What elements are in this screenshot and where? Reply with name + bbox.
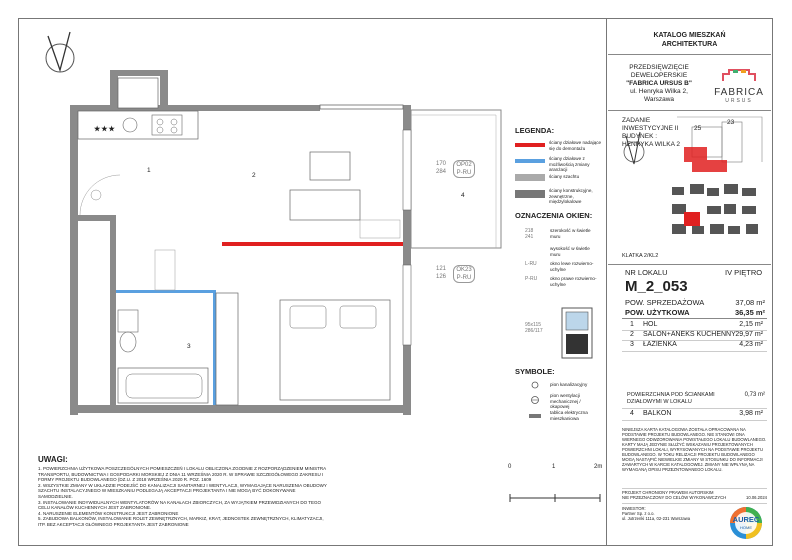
windows-legend: 218 241 szerokość w świetle muru wysokość w świetle muru L-RU okno lewe rozwierno-uchylne P-RU okno prawe rozwierno-uchylne xyxy=(525,228,597,287)
scale-0: 0 xyxy=(508,464,512,470)
klatka-label: KLATKA 2/KL2 xyxy=(622,253,659,259)
investment-info: PRZEDSIĘWZIĘCIE DEWELOPERSKIE "FABRICA URSUS B" ul. Henryka Wilka 2, Warszawa xyxy=(626,64,692,103)
room-row: 3 ŁAZIENKA 4,23 m² xyxy=(630,341,763,348)
copyright: PROJEKT CHRONIONY PRAWEM AUTORSKIM NIE PRZEZNACZONY DO CELÓW WYKONAWCZYCH 10.06.2024 xyxy=(622,490,767,500)
room-number-1: 1 xyxy=(147,167,151,174)
window-1-tag: OP02 P-RU xyxy=(453,160,475,178)
scale-1: 1 xyxy=(552,464,556,470)
note-item: 5. ZABUDOWA BALKONÓW, INSTALOWANIE ROLET ZEWNĘTRZNYCH, MARKIZ, KRAT, JEDNOSTEK ZEWNĘTRZNYCH, KLIMATYZACJI, ITP. BEZ AKCEPTACJI GŁÓWNEGO PROJEKTANTA JEST ZABRONIONE xyxy=(38,516,324,527)
fabrica-logo: FABRICA URSUS xyxy=(714,68,764,104)
aurec-logo: AUREC HOME xyxy=(727,506,765,540)
room-number-2: 2 xyxy=(252,172,256,179)
catalog-title: KATALOG MIESZKAŃ ARCHITEKTURA xyxy=(653,32,726,48)
usable-area-label: POW. UŻYTKOWA xyxy=(625,308,690,317)
under-walls-value: 0,73 m² xyxy=(744,392,765,398)
scale-2: 2m xyxy=(594,464,603,470)
legend-list xyxy=(515,140,603,206)
demountable-wall xyxy=(222,242,403,246)
sales-area-value: 37,08 m² xyxy=(735,298,765,307)
note-item: 4. NARUSZENIE ELEMENTÓW KONSTRUKCJI JEST ZABRONIONE xyxy=(38,510,179,516)
floor-plan xyxy=(70,70,510,415)
electric-panel-icon xyxy=(528,412,542,420)
unit-floor: IV PIĘTRO xyxy=(725,268,763,277)
notes-list xyxy=(38,466,328,528)
disclaimer: NINIEJSZA KARTA KATALOGOWA ZOSTAŁA OPRACOWANA NA PODSTAWIE PROJEKTU BUDOWLANEGO. NIE STANOWI ONA WIERNEGO ODWZOROWANIA POWSTAŁEGO LOKALU BUDOWLANEGO. KARTY MAJĄ JEDYNIE SŁUŻYĆ WSKAZANIU PROJEKTOWANYCH POWIERZCHNI LOKALI, WYRYSOWANYCH NA PODSTAWIE PROJEKTU BUDOWLANEGO. W TOKU RELIZACJI PROJEKTU BUDOWLANEGO MOGĄ NASTĄPIĆ NIEWIELKIE ZMIANY W STOSUNKU DO INFORMACJI ZAWARTYCH W KARCIE KATALOGOWEJ. ZMIANY NIE WPŁYNĄ NA WYMAGANĄ OPISU PRZEZNTOWANEGO LOKALU. xyxy=(622,427,767,472)
room-row: 1 HOL 2,15 m² xyxy=(630,321,763,328)
rearrangeable-wall-top xyxy=(116,290,216,293)
legend-item: ściany konstrukcyjne, zewnętrzne, międzylokalowe xyxy=(515,188,603,206)
legend-item: ściany szachtu xyxy=(515,172,603,188)
notes-title: UWAGI: xyxy=(38,455,68,464)
legend-item: ściany działowe z możliwością zmiany aranżacji xyxy=(515,156,603,172)
balcony-row: 4 BALKON 3,98 m² xyxy=(630,410,763,417)
symbols-legend: pion kanalizacyjny pion wentylacji mechanicznej / okapowej tablica elektryczna mieszkaniowa xyxy=(525,380,605,425)
legend-item: ściany działowe nadające się do demontażu xyxy=(515,140,603,156)
symbols-title: SYMBOLE: xyxy=(515,367,555,376)
plan-stars: ★★★ xyxy=(94,126,116,133)
door-dims: 95x115 286/117 xyxy=(525,322,543,334)
window-2-dims: 121 126 xyxy=(435,266,446,280)
sewer-pipe-icon xyxy=(530,380,540,390)
map-num-23: 23 xyxy=(727,119,735,126)
usable-area-value: 36,35 m² xyxy=(734,308,765,317)
window-1-dims: 170 284 xyxy=(435,161,446,175)
sales-area-label: POW. SPRZEDAŻOWA xyxy=(625,298,705,307)
right-panel-divider xyxy=(606,18,607,546)
door-window-diagram xyxy=(560,306,596,361)
room-number-3: 3 xyxy=(187,343,191,350)
window-2-tag: OK23 P-RU xyxy=(453,265,475,283)
site-map xyxy=(612,112,770,260)
unit-nr-label: NR LOKALU xyxy=(625,268,668,277)
fabrica-arch-icon xyxy=(719,68,759,82)
task-info: ZADANIE INWESTYCYJNE II BUDYNEK : HENRYKA WILKA 2 xyxy=(622,117,681,148)
note-item: 1. POWIERZCHNIA UŻYTKOWA POSZCZEGÓLNYCH POMIESZCZEŃ I LOKALU OBLICZONA ZGODNIE Z ROZPORZĄDZENIEM MINISTRA TRANSPORTU, BUDOWNICTWA I GOSPODARKI MORSKIEJ Z DNIA 11 WRZEŚNIA 2020 R. W SPRAWIE SZCZEGÓŁOWEGO ZAKRESU I FORMY PROJEKTU BUDOWLANEGO (DZ.U. Z 2018 WRZEŚNIA 2020 R. POZ. 1609 xyxy=(38,466,326,483)
rearrangeable-wall-right xyxy=(213,290,216,405)
room-row: 2 SALON+ANEKS KUCHENNY 29,97 m² xyxy=(630,331,763,338)
under-walls-label: POWIERZCHNIA POD ŚCIANKAMI DZIAŁOWYMI W LOKALU xyxy=(627,392,715,405)
unit-number: M_2_053 xyxy=(625,278,688,295)
legend-title: LEGENDA: xyxy=(515,126,555,135)
ventilation-icon xyxy=(530,395,540,405)
map-num-25: 25 xyxy=(694,125,702,132)
note-item: 2. WSZYSTKIE ZMIANY W UKŁADZIE PODEJŚĆ DO KANALIZACJI SANITARNEJ I WENTYLACJI, WYMAGAJĄCE NARUSZENIA OBUDOWY SZACHTU INSTALACYJNEGO W MIESZKANIU PODLEGAJĄ AKCEPTACJI PROJEKTANTA I NIE MOGĄ BYĆ DOKONYWANE SAMODZIELNIE. xyxy=(38,482,327,499)
investor-info: INWESTOR: Partner Sp. z o.o. ul. Jutrzenki 111a, 02-231 Warszawa xyxy=(622,506,691,521)
scale-bar xyxy=(505,478,605,508)
note-item: 3. INSTALOWANIE INDYWIDUALNYCH WENTYLATORÓW NA KANAŁACH ZBIORCZYCH, ZA WYJĄTKIEM PRZEWIDZIANYCH DO TEGO CELU KANAŁÓW KUCHENNYCH JEST ZABRONIONE. xyxy=(38,499,322,511)
room-number-4: 4 xyxy=(461,192,465,199)
windows-title: OZNACZENIA OKIEN: xyxy=(515,211,593,220)
